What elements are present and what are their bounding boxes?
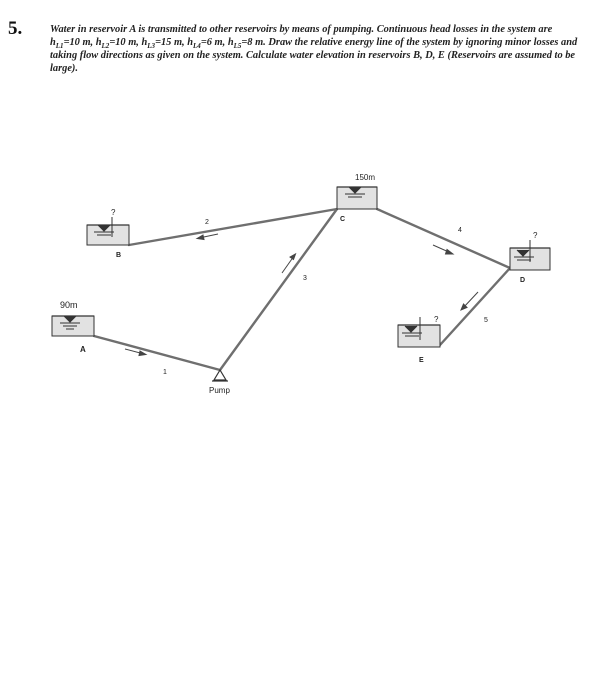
reservoir-b-label: B [116,252,122,259]
pipe-label-5: 5 [484,317,488,324]
reservoir-d-level: ? [533,231,538,240]
reservoir-c [337,173,377,223]
pipe-2 [129,209,337,245]
loss-5: $h_{L5}=8$ m. [227,37,266,51]
pump-label: Pump [209,386,230,395]
pipe-label-3: 3 [303,275,307,282]
pipe-label-2: 2 [205,219,209,226]
pipe-label-1: 1 [163,369,167,376]
reservoir-a [52,300,94,354]
problem-number: 5. [8,18,23,39]
flow-arrow-2 [197,234,218,240]
pipe-label-4: 4 [458,227,462,234]
pipe-4 [377,209,510,268]
loss-2: $h_{L2}=10$ m, [95,37,142,51]
statement-intro: Water in reservoir A is transmitted to other reservoirs by means of pumping. Continuous head losses in the system are [50,24,553,35]
reservoir-a-level: 90m [60,300,78,310]
statement-note: (Reservoirs are assumed to be large). [50,50,576,74]
loss-4: $h_{L4}=6$ m, [187,37,228,51]
statement-targets: B, D, E [413,50,445,61]
reservoir-b-level: ? [111,208,116,217]
reservoir-e-level: ? [434,315,439,324]
pipe-1 [94,336,220,370]
statement-body: Draw the relative energy line of the system by ignoring minor losses and taking flow directions as given on the system. Calculate water elevation in reservoirs [50,37,578,61]
reservoir-e-label: E [419,357,424,364]
loss-3: $h_{L3}=15$ m, [141,37,188,51]
reservoir-c-label: C [340,216,346,223]
pump-icon [214,370,226,380]
flow-arrow-4 [433,245,453,254]
loss-1: $h_{L1}=10$ m, [50,37,96,51]
pipe-5 [440,268,510,345]
reservoir-a-label: A [80,345,86,354]
reservoir-c-level: 150m [355,173,376,182]
pipe-3 [220,209,337,370]
pump [209,370,230,395]
reservoir-d-label: D [520,277,526,284]
pipes [94,209,510,370]
reservoir-d [510,231,550,284]
reservoir-b [87,208,129,259]
reservoir-e [398,315,440,364]
pipe-labels [163,219,488,376]
